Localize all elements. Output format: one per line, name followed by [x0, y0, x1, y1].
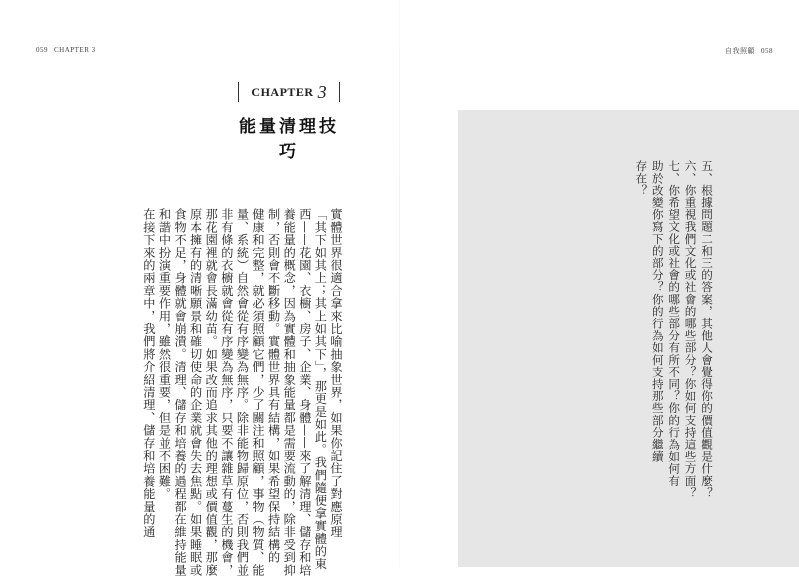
body-line: 原本擁有的清晰願景和確切使命的企業就會失去焦點。如果睡眠或	[188, 208, 203, 576]
chapter-heading	[238, 82, 340, 102]
right-page-number: 058	[761, 47, 773, 55]
body-line: 健康和完整，就必須照顧它們，少了關注和照顧，事物（物質、能	[251, 208, 266, 576]
left-page-number: 059	[36, 46, 48, 54]
chapter-title: 能量清理技巧	[239, 117, 339, 162]
chapter-number: 3	[317, 81, 327, 102]
exercise-panel	[458, 110, 799, 567]
left-running-title: CHAPTER 3	[54, 46, 96, 54]
body-line: 西——花園、衣櫥、房子、企業、身體——來了解清理、儲存和培	[297, 208, 312, 576]
body-line: 「其下如其上；其上如其下」，那更是如此。我們隨便拿實體的東	[313, 208, 328, 571]
right-running-header	[725, 46, 773, 56]
question-line: 存在？	[634, 160, 649, 197]
body-line: 在接下來的兩章中，我們將介紹清理、儲存和培養能量的通	[141, 208, 156, 539]
body-line: 量、系統）自然會從有序變為無序。除非能物歸原位，否則我們並	[235, 208, 250, 576]
body-line: 和諧中扮演重要作用，雖然很重要，但是並不困難。	[157, 208, 172, 501]
body-line: 養能量的概念，因為實體和抽象能量都是需要流動的，除非受到抑	[282, 208, 297, 576]
body-line: 非有條的衣櫥就會從有序變為無序，只要不讓雜草有蔓生的機會，	[219, 208, 234, 576]
question-line: 五、根據問題二和三的答案，其他人會覺得你的價值觀是什麼？	[700, 160, 714, 499]
body-line: 食物不足，身體就會崩潰。清理、儲存和培養的過程都在維持能量	[173, 208, 188, 576]
body-line: 制，否則會不斷移動。實體世界具有結構，如果希望保持結構的	[266, 208, 281, 564]
body-line: 那花園裡就會長滿幼苗。如果改而追求其他的理想或價值觀，那麼	[204, 208, 219, 576]
chapter-label: CHAPTER	[251, 84, 314, 99]
chapter-rule-left	[238, 82, 239, 102]
right-running-title: 自我照顧	[725, 47, 755, 55]
page-gutter	[399, 0, 400, 567]
chapter-rule-right	[339, 82, 340, 102]
question-line: 助於改變你寫下的部分？你的行為如何支持那些部分繼續	[650, 160, 665, 463]
body-line: 實體世界很適合拿來比喻抽象世界，如果你記住了對應原理	[329, 208, 343, 539]
left-running-header	[36, 46, 96, 54]
body-text	[140, 208, 343, 576]
exercise-questions	[633, 160, 715, 505]
question-line: 六、你重視我們文化或社會的哪些部分？你如何支持這些方面？	[683, 160, 698, 499]
question-line: 七、你希望文化或社會的哪些部分有所不同？你的行為如何有	[667, 160, 682, 487]
